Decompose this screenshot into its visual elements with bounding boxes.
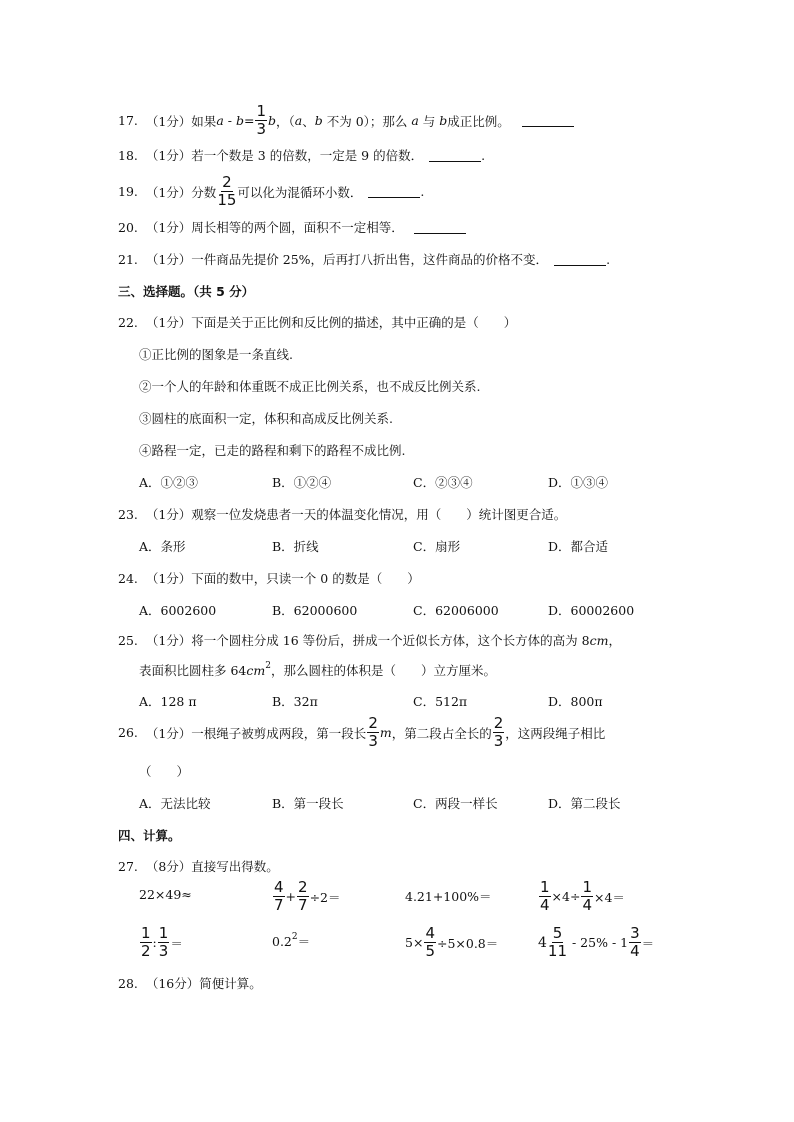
fraction-numerator: 1 (141, 924, 151, 942)
question-score: （1分） (145, 252, 192, 267)
calc-item-6 (272, 932, 310, 950)
fraction-numerator: 1 (540, 878, 550, 896)
fraction-denominator: 15 (217, 191, 237, 209)
question-text: 分数 (191, 184, 217, 200)
fraction-denominator: 3 (368, 732, 378, 750)
question-21 (118, 250, 610, 268)
equals-sign: = (243, 113, 255, 128)
question-number: 22. (118, 314, 138, 330)
fraction-denominator: 11 (547, 942, 568, 960)
question-text: 一根绳子被剪成两段，第一段长 (191, 725, 367, 741)
section-heading: 三、选择题。（共 5 分） (118, 284, 255, 299)
question-text: 成正比例。 (447, 113, 510, 129)
option-d[interactable]: D．第二段长 (548, 796, 621, 811)
fraction-numerator: 1 (158, 924, 169, 942)
option-d[interactable]: D．都合适 (548, 539, 609, 554)
question-number: 19. (118, 184, 138, 199)
superscript: 2 (291, 932, 298, 942)
mixed-number-whole: 4 (538, 934, 547, 951)
question-text: 下面的数中，只读一个 0 的数是（ ） (191, 571, 420, 586)
variable-b: b (314, 113, 323, 128)
option-a[interactable]: A．128 π (139, 694, 197, 709)
question-number: 27. (118, 858, 138, 874)
question-text: ， (608, 633, 621, 648)
calc-item-2 (272, 880, 341, 913)
fraction (140, 926, 152, 959)
question-text: 若一个数是 3 的倍数，一定是 9 的倍数． (191, 148, 424, 163)
fraction (548, 926, 567, 959)
fraction (539, 880, 551, 913)
variable-b: b (235, 113, 244, 128)
fraction (158, 926, 170, 959)
fraction-denominator: 3 (256, 120, 266, 138)
question-25 (118, 631, 621, 649)
question-text: ，第二段占全长的 (391, 725, 492, 741)
fraction (424, 926, 436, 959)
answer-paren: （ ） (139, 764, 190, 779)
fraction-numerator: 2 (298, 878, 308, 896)
question-text: 周长相等的两个圆，面积不一定相等． (191, 220, 404, 235)
calc-text: 0.2 (272, 933, 292, 949)
statement-item: ④路程一定，已走的路程和剩下的路程不成比例. (139, 443, 406, 458)
statement-item: ③圆柱的底面积一定，体积和高成反比例关系. (139, 411, 393, 426)
period: . (481, 147, 486, 163)
period: . (420, 184, 425, 199)
question-number: 28. (118, 975, 138, 991)
question-score: （1分） (145, 220, 192, 235)
fraction (255, 104, 267, 137)
question-24 (118, 569, 420, 587)
fraction-numerator: 2 (368, 714, 378, 732)
fraction (581, 880, 593, 913)
calc-text: 5× (405, 935, 424, 950)
question-score: （1分） (145, 725, 192, 741)
superscript: 2 (265, 661, 271, 671)
question-number: 24. (118, 570, 138, 586)
question-score: （1分） (145, 315, 192, 330)
question-number: 20. (118, 219, 138, 235)
calc-text: - 25% - 1 (568, 935, 629, 950)
question-text: 直接写出得数。 (191, 859, 279, 874)
variable-a: a (294, 113, 303, 128)
option-a[interactable]: A．6002600 (139, 603, 217, 618)
option-d[interactable]: D．800π (548, 694, 603, 709)
option-b[interactable]: B．①②④ (272, 475, 332, 490)
calc-item-5 (139, 926, 183, 959)
question-score: （16分） (145, 976, 200, 991)
calc-text: ÷2＝ (309, 889, 341, 905)
question-number: 21. (118, 251, 138, 267)
option-c[interactable]: C．512π (413, 694, 468, 709)
question-18 (118, 146, 485, 164)
statement-item: ①正比例的图象是一条直线. (139, 347, 293, 362)
option-a[interactable]: A．无法比较 (139, 796, 211, 811)
fraction-denominator: 3 (493, 732, 504, 750)
question-score: （1分） (145, 113, 192, 129)
fraction-denominator: 4 (630, 942, 640, 960)
option-c[interactable]: C．两段一样长 (413, 796, 498, 811)
calc-item-1: 22×49≈ (139, 887, 192, 902)
fraction (217, 175, 236, 208)
question-score: （1分） (145, 633, 192, 648)
calc-item-8 (538, 926, 654, 959)
fraction-denominator: 4 (540, 896, 550, 914)
fraction (493, 716, 505, 749)
statement-item: ②一个人的年龄和体重既不成正比例关系，也不成反比例关系. (139, 379, 481, 394)
question-score: （1分） (145, 507, 192, 522)
fraction (367, 716, 379, 749)
period: . (606, 251, 611, 267)
equals-sign: ＝ (297, 934, 311, 949)
variable-b: b (439, 113, 448, 128)
equals-sign: ＝ (170, 935, 183, 951)
question-27 (118, 857, 279, 875)
plus-sign: + (285, 889, 297, 904)
answer-blank[interactable] (368, 185, 420, 198)
variable-b: b (267, 113, 276, 128)
fraction (297, 880, 309, 913)
question-23 (118, 505, 566, 523)
fraction-numerator: 2 (222, 173, 232, 191)
fraction-denominator: 4 (582, 896, 592, 914)
unit-m: m (379, 725, 392, 740)
question-score: （1分） (145, 571, 192, 586)
question-number: 23. (118, 506, 138, 522)
question-22 (118, 313, 516, 331)
calc-text: ÷5×0.8＝ (436, 935, 499, 951)
calc-text: ×4÷ (551, 889, 581, 904)
option-c[interactable]: C．62006000 (413, 603, 499, 618)
question-text: 与 (418, 113, 440, 129)
question-text: 简便计算。 (199, 976, 262, 991)
question-text: ，那么圆柱的体积是（ ）立方厘米。 (270, 663, 496, 678)
question-26 (118, 716, 605, 749)
question-text: 一件商品先提价 25%，后再打八折出售，这件商品的价格不变． (191, 252, 549, 267)
answer-blank[interactable] (522, 114, 574, 127)
variable-a: a (216, 113, 224, 128)
question-text: ，（ (276, 113, 295, 129)
fraction-denominator: 3 (158, 942, 169, 960)
fraction-numerator: 5 (552, 924, 563, 942)
fraction-numerator: 1 (582, 878, 592, 896)
question-number: 17. (118, 113, 138, 128)
question-score: （8分） (145, 859, 192, 874)
variable-a: a (411, 113, 419, 128)
question-text: 将一个圆柱分成 16 等份后，拼成一个近似长方体，这个长方体的高为 8 (191, 633, 590, 648)
equals-sign: ＝ (641, 935, 655, 951)
question-score: （1分） (145, 148, 192, 163)
option-b[interactable]: B．第一段长 (272, 796, 344, 811)
fraction (629, 926, 641, 959)
question-text: 观察一位发烧患者一天的体温变化情况，用（ ）统计图更合适。 (191, 507, 567, 522)
section-heading: 四、计算。 (118, 828, 181, 843)
fraction-numerator: 2 (493, 714, 504, 732)
fraction-numerator: 3 (630, 924, 640, 942)
option-d[interactable]: D．①③④ (548, 475, 609, 490)
separator: 、 (302, 113, 315, 129)
question-text: 可以化为混循环小数． (237, 184, 363, 200)
option-c[interactable]: C．扇形 (413, 539, 461, 554)
question-text: 如果 (191, 113, 217, 129)
fraction-denominator: 2 (141, 942, 151, 960)
calc-text: ×4＝ (594, 889, 625, 905)
option-a[interactable]: A．①②③ (139, 475, 199, 490)
question-25-continued (139, 661, 496, 679)
fraction-numerator: 4 (274, 878, 284, 896)
question-text: ，这两段绳子相比 (505, 725, 606, 741)
option-b[interactable]: B．32π (272, 694, 318, 709)
ratio-sign: : (152, 935, 157, 950)
calc-item-4 (538, 880, 625, 913)
fraction-denominator: 7 (298, 896, 308, 914)
question-score: （1分） (145, 184, 192, 200)
question-number: 18. (118, 147, 138, 163)
answer-blank[interactable] (554, 253, 606, 266)
fraction-numerator: 1 (256, 102, 266, 120)
fraction-denominator: 5 (425, 942, 435, 960)
option-c[interactable]: C．②③④ (413, 475, 473, 490)
calc-item-7 (405, 926, 498, 959)
option-b[interactable]: B．折线 (272, 539, 319, 554)
minus-sign: - (223, 113, 236, 128)
question-19 (118, 175, 424, 208)
calc-item-3: 4.21+100%＝ (405, 889, 492, 904)
option-b[interactable]: B．62000600 (272, 603, 358, 618)
fraction (273, 880, 285, 913)
unit-cm: cm (589, 632, 609, 648)
question-number: 25. (118, 632, 138, 648)
question-text: 表面积比圆柱多 64 (139, 663, 247, 678)
question-20 (118, 218, 466, 236)
question-text: 下面是关于正比例和反比例的描述，其中正确的是（ ） (191, 315, 517, 330)
option-a[interactable]: A．条形 (139, 539, 186, 554)
unit-cm: cm (246, 662, 266, 678)
question-number: 26. (118, 725, 138, 740)
answer-blank[interactable] (414, 221, 466, 234)
option-d[interactable]: D．60002600 (548, 603, 635, 618)
question-text: 不为 0）；那么 (322, 113, 412, 129)
fraction-denominator: 7 (274, 896, 284, 914)
fraction-numerator: 4 (425, 924, 435, 942)
answer-blank[interactable] (429, 149, 481, 162)
question-17 (118, 104, 574, 137)
question-28 (118, 974, 262, 992)
